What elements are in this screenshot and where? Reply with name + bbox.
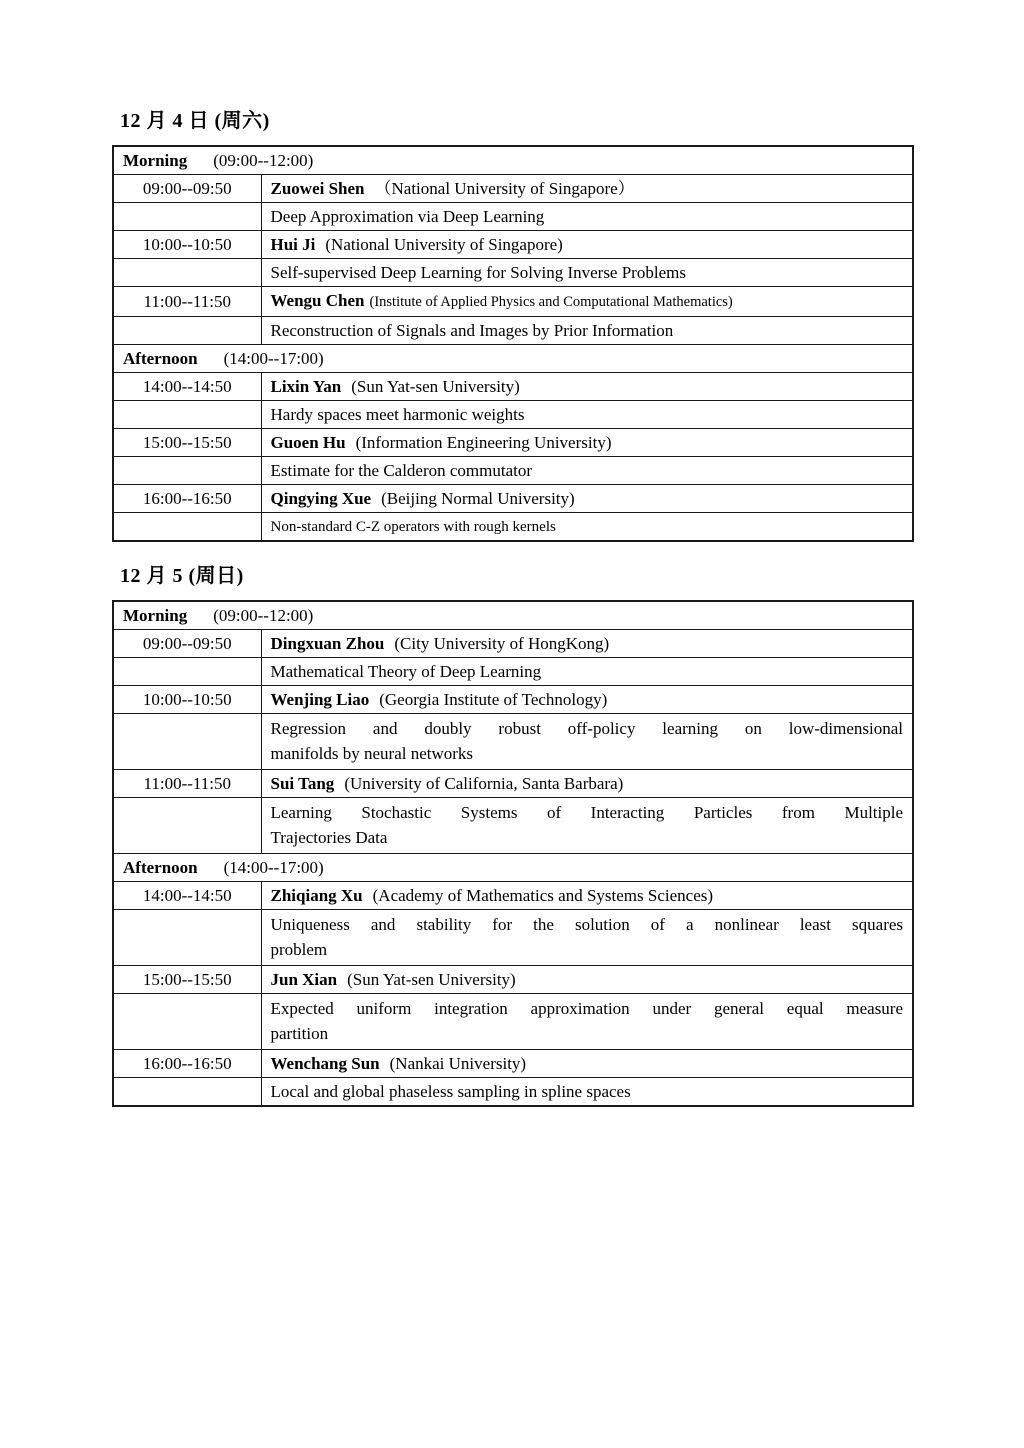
talk-speaker-row [113, 770, 913, 798]
talk-title-row [113, 798, 913, 854]
speaker-affiliation: (City University of HongKong) [394, 634, 610, 653]
talk-title-row [113, 513, 913, 542]
talk-time: 14:00--14:50 [113, 373, 261, 401]
speaker-affiliation: (Academy of Mathematics and Systems Sciences) [372, 886, 714, 905]
speaker-affiliation: (Nankai University) [389, 1054, 527, 1073]
talk-title-line: problem [270, 939, 328, 959]
empty-time-cell [113, 513, 261, 542]
talk-title: Reconstruction of Signals and Images by Prior Information [261, 317, 913, 345]
session-header-row [113, 345, 913, 373]
talk-title-line: Uniqueness and stability for the solution of a nonlinear least squares [270, 915, 904, 934]
talk-speaker-row [113, 485, 913, 513]
session-label: Morning [123, 606, 188, 625]
talk-speaker-row [113, 630, 913, 658]
speaker-cell [261, 373, 913, 401]
talk-time: 11:00--11:50 [113, 287, 261, 317]
schedule-table [112, 600, 914, 1107]
speaker-name: Zhiqiang Xu [270, 886, 363, 905]
speaker-cell [261, 770, 913, 798]
empty-time-cell [113, 910, 261, 966]
session-header-cell [113, 345, 913, 373]
session-header-cell [113, 601, 913, 630]
speaker-cell [261, 686, 913, 714]
speaker-cell [261, 287, 913, 317]
talk-time: 16:00--16:50 [113, 1050, 261, 1078]
speaker-name: Wenchang Sun [270, 1054, 380, 1073]
empty-time-cell [113, 203, 261, 231]
talk-title-row [113, 1078, 913, 1107]
day-section [112, 104, 1024, 542]
talk-time: 09:00--09:50 [113, 630, 261, 658]
speaker-name: Dingxuan Zhou [270, 634, 385, 653]
talk-title-row [113, 317, 913, 345]
speaker-affiliation: (National University of Singapore) [325, 235, 563, 254]
talk-title [261, 798, 913, 854]
talk-title: Local and global phaseless sampling in spline spaces [261, 1078, 913, 1107]
talk-title-line: partition [270, 1023, 329, 1043]
speaker-name: Qingying Xue [270, 489, 372, 508]
day-section [112, 559, 1024, 1107]
talk-title-row [113, 457, 913, 485]
speaker-name: Guoen Hu [270, 433, 346, 452]
session-label: Morning [123, 151, 188, 170]
speaker-cell [261, 1050, 913, 1078]
empty-time-cell [113, 401, 261, 429]
empty-time-cell [113, 1078, 261, 1107]
talk-time: 15:00--15:50 [113, 966, 261, 994]
talk-title [261, 714, 913, 770]
day-heading: 12 月 5 (周日) [120, 565, 244, 587]
talk-speaker-row [113, 373, 913, 401]
speaker-name: Wenjing Liao [270, 690, 370, 709]
talk-title-line: Trajectories Data [270, 827, 388, 847]
session-header-cell [113, 146, 913, 175]
talk-title: Mathematical Theory of Deep Learning [261, 658, 913, 686]
talk-title-row [113, 714, 913, 770]
speaker-name: Jun Xian [270, 970, 338, 989]
speaker-affiliation: (Sun Yat-sen University) [351, 377, 520, 396]
speaker-affiliation: (Information Engineering University) [355, 433, 612, 452]
talk-speaker-row [113, 175, 913, 203]
session-header-row [113, 601, 913, 630]
speaker-cell [261, 966, 913, 994]
speaker-cell [261, 429, 913, 457]
session-time-range: (09:00--12:00) [213, 151, 314, 170]
talk-title: Deep Approximation via Deep Learning [261, 203, 913, 231]
speaker-affiliation: (University of California, Santa Barbara) [344, 774, 624, 793]
speaker-affiliation: (Sun Yat-sen University) [347, 970, 516, 989]
empty-time-cell [113, 994, 261, 1050]
talk-speaker-row [113, 429, 913, 457]
talk-title-line: Regression and doubly robust off-policy learning on low-dimensional [270, 719, 904, 738]
talk-time: 16:00--16:50 [113, 485, 261, 513]
talk-time: 10:00--10:50 [113, 686, 261, 714]
talk-title-row [113, 203, 913, 231]
talk-title-line: Learning Stochastic Systems of Interacting Particles from Multiple [270, 803, 904, 822]
speaker-name: Lixin Yan [270, 377, 342, 396]
talk-title-row [113, 259, 913, 287]
session-label: Afternoon [123, 858, 198, 877]
talk-speaker-row [113, 966, 913, 994]
talk-title: Hardy spaces meet harmonic weights [261, 401, 913, 429]
talk-title: Estimate for the Calderon commutator [261, 457, 913, 485]
talk-time: 15:00--15:50 [113, 429, 261, 457]
talk-title-row [113, 401, 913, 429]
speaker-cell [261, 485, 913, 513]
speaker-name: Sui Tang [270, 774, 335, 793]
session-time-range: (14:00--17:00) [223, 349, 324, 368]
speaker-cell [261, 630, 913, 658]
session-label: Afternoon [123, 349, 198, 368]
session-header-cell [113, 854, 913, 882]
talk-speaker-row [113, 231, 913, 259]
speaker-affiliation: (Institute of Applied Physics and Computational Mathematics) [369, 294, 733, 310]
speaker-name: Wengu Chen [270, 291, 365, 310]
speaker-cell [261, 882, 913, 910]
session-header-row [113, 146, 913, 175]
talk-title [261, 910, 913, 966]
session-time-range: (14:00--17:00) [223, 858, 324, 877]
talk-title-line: Expected uniform integration approximation under general equal measure [270, 999, 904, 1018]
schedule-table [112, 145, 914, 542]
day-heading: 12 月 4 日 (周六) [120, 110, 270, 132]
speaker-cell [261, 231, 913, 259]
talk-time: 10:00--10:50 [113, 231, 261, 259]
talk-title: Non-standard C-Z operators with rough kernels [261, 513, 913, 542]
speaker-affiliation: （National University of Singapore） [374, 179, 635, 198]
empty-time-cell [113, 798, 261, 854]
speaker-name: Zuowei Shen [270, 179, 365, 198]
talk-time: 14:00--14:50 [113, 882, 261, 910]
empty-time-cell [113, 457, 261, 485]
talk-title-row [113, 994, 913, 1050]
session-time-range: (09:00--12:00) [213, 606, 314, 625]
talk-speaker-row [113, 882, 913, 910]
talk-speaker-row [113, 287, 913, 317]
speaker-name: Hui Ji [270, 235, 316, 254]
talk-time: 09:00--09:50 [113, 175, 261, 203]
empty-time-cell [113, 714, 261, 770]
empty-time-cell [113, 259, 261, 287]
talk-speaker-row [113, 1050, 913, 1078]
talk-title [261, 994, 913, 1050]
empty-time-cell [113, 658, 261, 686]
speaker-cell [261, 175, 913, 203]
talk-title-line: manifolds by neural networks [270, 743, 474, 763]
talk-title-row [113, 658, 913, 686]
session-header-row [113, 854, 913, 882]
talk-speaker-row [113, 686, 913, 714]
talk-time: 11:00--11:50 [113, 770, 261, 798]
speaker-affiliation: (Georgia Institute of Technology) [379, 690, 608, 709]
talk-title: Self-supervised Deep Learning for Solving Inverse Problems [261, 259, 913, 287]
talk-title-row [113, 910, 913, 966]
empty-time-cell [113, 317, 261, 345]
speaker-affiliation: (Beijing Normal University) [381, 489, 575, 508]
